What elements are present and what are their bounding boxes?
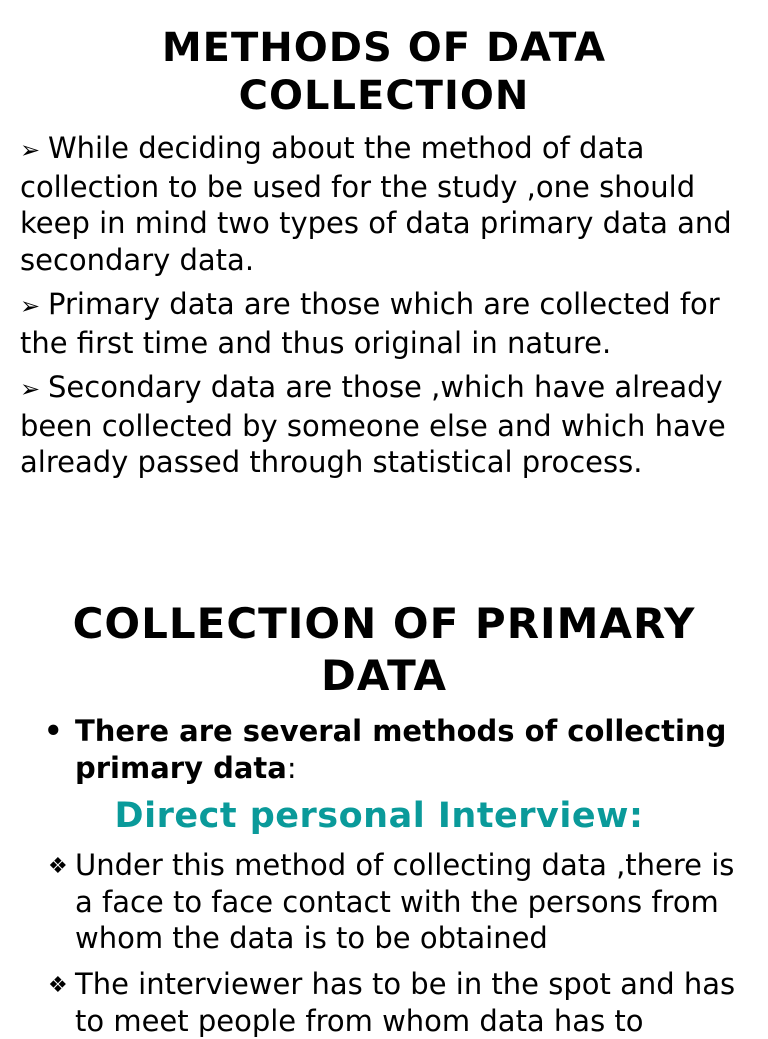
bullet-dot-icon: •	[44, 714, 63, 748]
paragraph-data-types	[20, 130, 755, 278]
bullet-colon: :	[286, 751, 297, 785]
point-interviewer-spot	[48, 966, 748, 1039]
paragraph-text: While deciding about the method of data collection to be used for the study ,one should keep in mind two types of data primary data and secondary data.	[20, 131, 732, 277]
slide-collection-of-primary-data	[0, 590, 768, 1038]
bullet-text-bold: There are several methods of collecting primary data	[75, 714, 727, 785]
arrow-bullet-icon: ➢	[20, 292, 41, 320]
point-face-to-face	[48, 847, 748, 957]
subheading-direct-personal-interview: Direct personal Interview:	[114, 796, 644, 836]
diamond-bullet-icon: ❖	[48, 973, 68, 998]
arrow-bullet-icon: ➢	[20, 136, 41, 164]
title-line-1: METHODS OF DATA	[161, 25, 607, 71]
paragraph-text: Primary data are those which are collected for the first time and thus original in nature.	[20, 287, 720, 360]
slide-title	[0, 598, 768, 702]
paragraph-secondary-data	[20, 369, 755, 481]
title-line-2: COLLECTION	[238, 73, 530, 119]
bullet-methods	[44, 713, 744, 787]
arrow-bullet-icon: ➢	[20, 375, 41, 403]
point-text: The interviewer has to be in the spot and has to meet people from whom data has to	[75, 967, 736, 1038]
paragraph-primary-data	[20, 286, 755, 361]
bullet-text	[75, 713, 744, 787]
title-line-2: DATA	[320, 651, 447, 700]
point-text: Under this method of collecting data ,there is a face to face contact with the persons from whom the data is to be obtained	[75, 848, 735, 955]
slide-title	[0, 24, 768, 120]
paragraph-text: Secondary data are those ,which have already been collected by someone else and which have already passed through statistical process.	[20, 370, 726, 479]
title-line-1: COLLECTION OF PRIMARY	[72, 599, 696, 648]
diamond-bullet-icon: ❖	[48, 854, 68, 879]
